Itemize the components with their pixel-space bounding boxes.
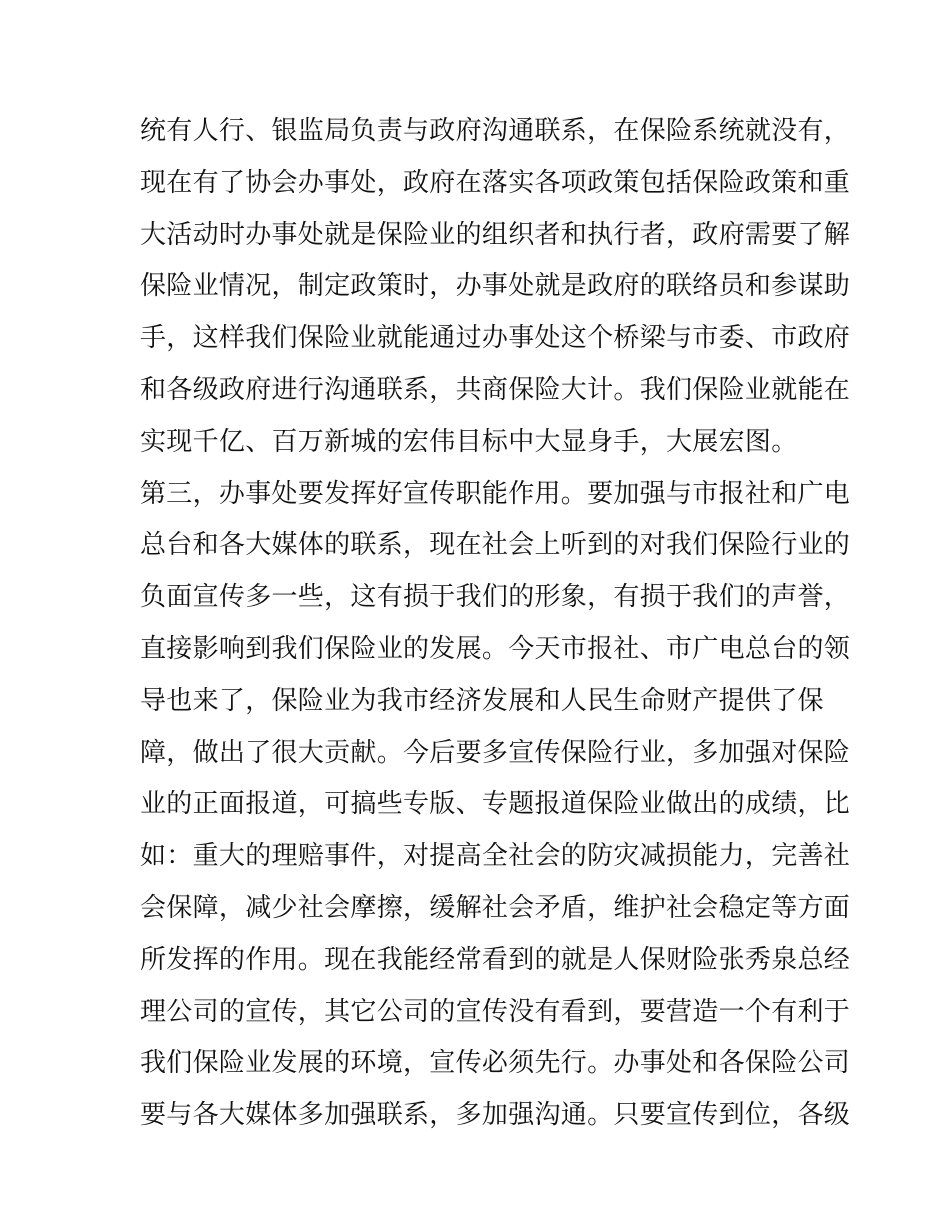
text-line: 实现千亿、百万新城的宏伟目标中大显身手，大展宏图。	[140, 426, 798, 457]
text-line: 直接影响到我们保险业的发展。今天市报社、市广电总台的领	[140, 633, 851, 664]
text-line: 和各级政府进行沟通联系，共商保险大计。我们保险业就能在	[140, 374, 851, 405]
text-line: 理公司的宣传，其它公司的宣传没有看到，要营造一个有利于	[140, 996, 851, 1027]
text-line: 要与各大媒体多加强联系，多加强沟通。只要宣传到位，各级	[140, 1100, 851, 1131]
text-line: 如：重大的理赔事件，对提高全社会的防灾减损能力，完善社	[140, 841, 851, 872]
text-line: 第三，办事处要发挥好宣传职能作用。要加强与市报社和广电	[140, 478, 851, 509]
text-line: 负面宣传多一些，这有损于我们的形象，有损于我们的声誉，	[140, 582, 851, 613]
text-line: 统有人行、银监局负责与政府沟通联系，在保险系统就没有，	[140, 116, 851, 146]
text-line: 导也来了，保险业为我市经济发展和人民生命财产提供了保	[140, 685, 824, 716]
body-text	[140, 106, 851, 1142]
text-line: 保险业情况，制定政策时，办事处就是政府的联络员和参谋助	[140, 271, 851, 302]
text-line: 手，这样我们保险业就能通过办事处这个桥梁与市委、市政府	[140, 323, 851, 354]
text-line: 会保障，减少社会摩擦，缓解社会矛盾，维护社会稳定等方面	[140, 892, 851, 923]
text-line: 总台和各大媒体的联系，现在社会上听到的对我们保险行业的	[140, 530, 851, 561]
text-line: 我们保险业发展的环境，宣传必须先行。办事处和各保险公司	[140, 1048, 851, 1079]
text-line: 业的正面报道，可搞些专版、专题报道保险业做出的成绩，比	[140, 789, 851, 820]
text-line: 所发挥的作用。现在我能经常看到的就是人保财险张秀泉总经	[140, 944, 851, 975]
text-line: 大活动时办事处就是保险业的组织者和执行者，政府需要了解	[140, 219, 851, 250]
text-line: 现在有了协会办事处，政府在落实各项政策包括保险政策和重	[140, 167, 851, 198]
text-line: 障，做出了很大贡献。今后要多宣传保险行业，多加强对保险	[140, 737, 851, 768]
